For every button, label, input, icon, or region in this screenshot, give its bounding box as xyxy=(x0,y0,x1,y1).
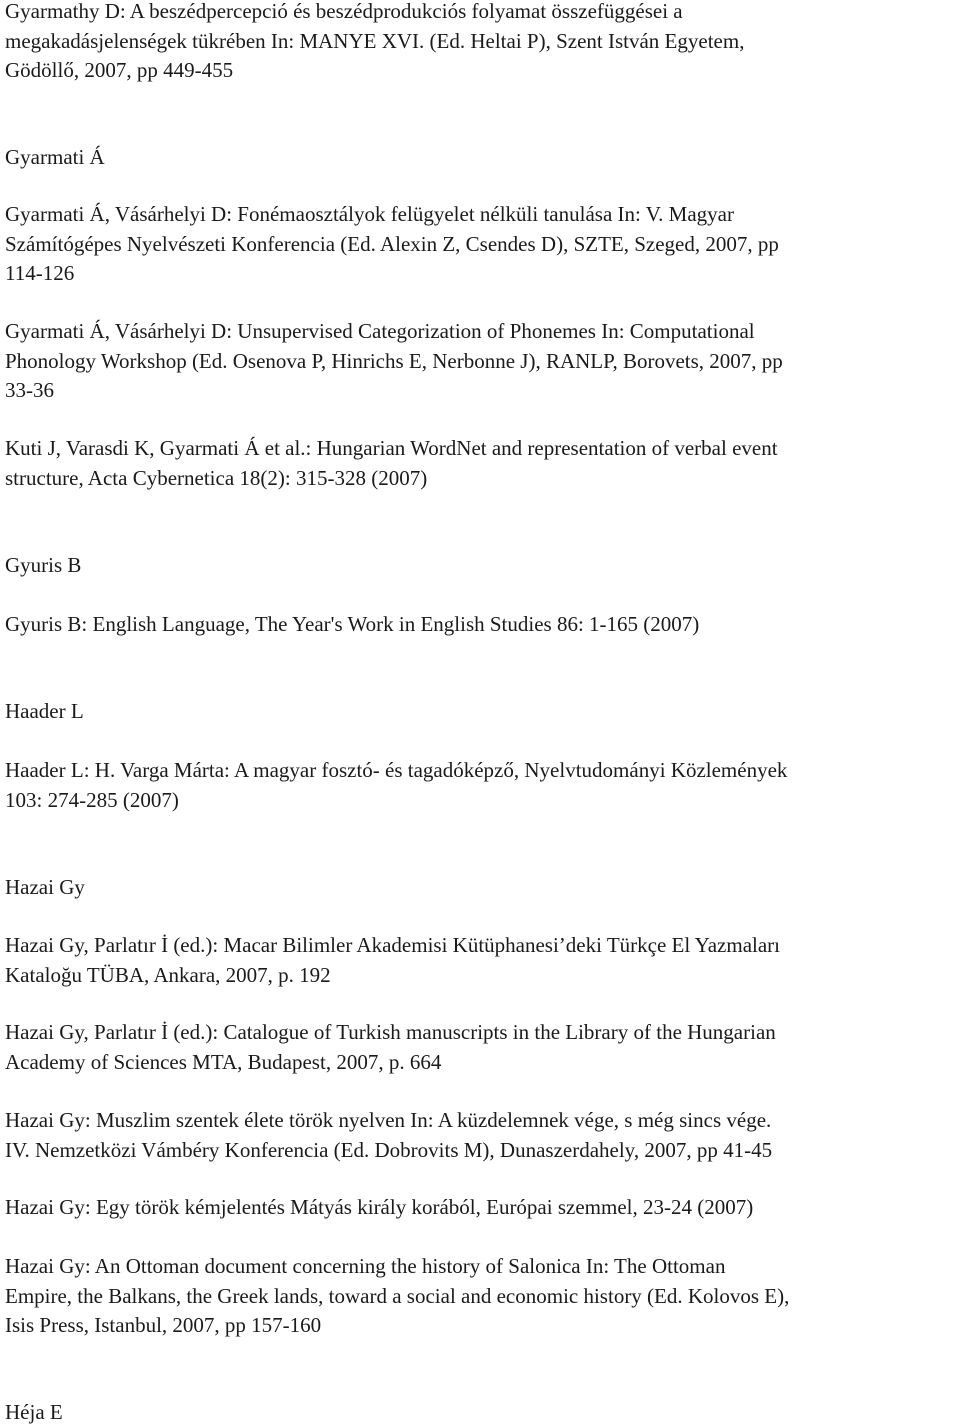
bibliography-entry: Haader L: H. Varga Márta: A magyar fosztó- és tagadóképző, Nyelvtudományi Közlemények 103: 274-285 (2007) xyxy=(5,758,788,812)
bibliography-entry: Gyarmati Á, Vásárhelyi D: Unsupervised Categorization of Phonemes In: Computational Phonology Workshop (Ed. Osenova P, Hinrichs E, Nerbonne J), RANLP, Borovets, 2007, pp 33-36 xyxy=(5,319,783,402)
author-heading: Haader L xyxy=(5,699,84,723)
bibliography-entry: Hazai Gy: An Ottoman document concerning the history of Salonica In: The Ottoman Empire, the Balkans, the Greek lands, toward a social and economic history (Ed. Kolovos E), Isis Press, Istanbul, 2007, pp 157-160 xyxy=(5,1254,790,1337)
bibliography-entry: Hazai Gy: Muszlim szentek élete török nyelven In: A küzdelemnek vége, s még sincs vége. IV. Nemzetközi Vámbéry Konferencia (Ed. Dobrovits M), Dunaszerdahely, 2007, pp 41-45 xyxy=(5,1108,773,1162)
bibliography-entry: Gyuris B: English Language, The Year's Work in English Studies 86: 1-165 (2007) xyxy=(5,612,700,636)
bibliography-entry: Hazai Gy: Egy török kémjelentés Mátyás király korából, Európai szemmel, 23-24 (2007) xyxy=(5,1195,754,1219)
bibliography-entry: Hazai Gy, Parlatır İ (ed.): Catalogue of Turkish manuscripts in the Library of the Hungarian Academy of Sciences MTA, Budapest, 2007, p. 664 xyxy=(5,1020,776,1074)
author-heading: Gyuris B xyxy=(5,553,82,577)
author-heading: Hazai Gy xyxy=(5,875,85,899)
bibliography-entry: Gyarmathy D: A beszédpercepció és beszédprodukciós folyamat összefüggései a megakadásjelenségek tükrében In: MANYE XVI. (Ed. Heltai P), Szent István Egyetem, Gödöllő, 2007, pp 449-455 xyxy=(5,0,745,82)
bibliography-entry: Hazai Gy, Parlatır İ (ed.): Macar Bilimler Akademisi Kütüphanesi’deki Türkçe El Yazmaları Kataloğu TÜBA, Ankara, 2007, p. 192 xyxy=(5,933,781,987)
author-heading: Gyarmati Á xyxy=(5,145,105,169)
author-heading: Héja E xyxy=(5,1400,63,1424)
bibliography-entry: Gyarmati Á, Vásárhelyi D: Fonémaosztályok felügyelet nélküli tanulása In: V. Magyar Számítógépes Nyelvészeti Konferencia (Ed. Alexin Z, Csendes D), SZTE, Szeged, 2007, pp 114-126 xyxy=(5,202,779,285)
bibliography-entry: Kuti J, Varasdi K, Gyarmati Á et al.: Hungarian WordNet and representation of verbal event structure, Acta Cybernetica 18(2): 315-328 (2007) xyxy=(5,436,778,490)
